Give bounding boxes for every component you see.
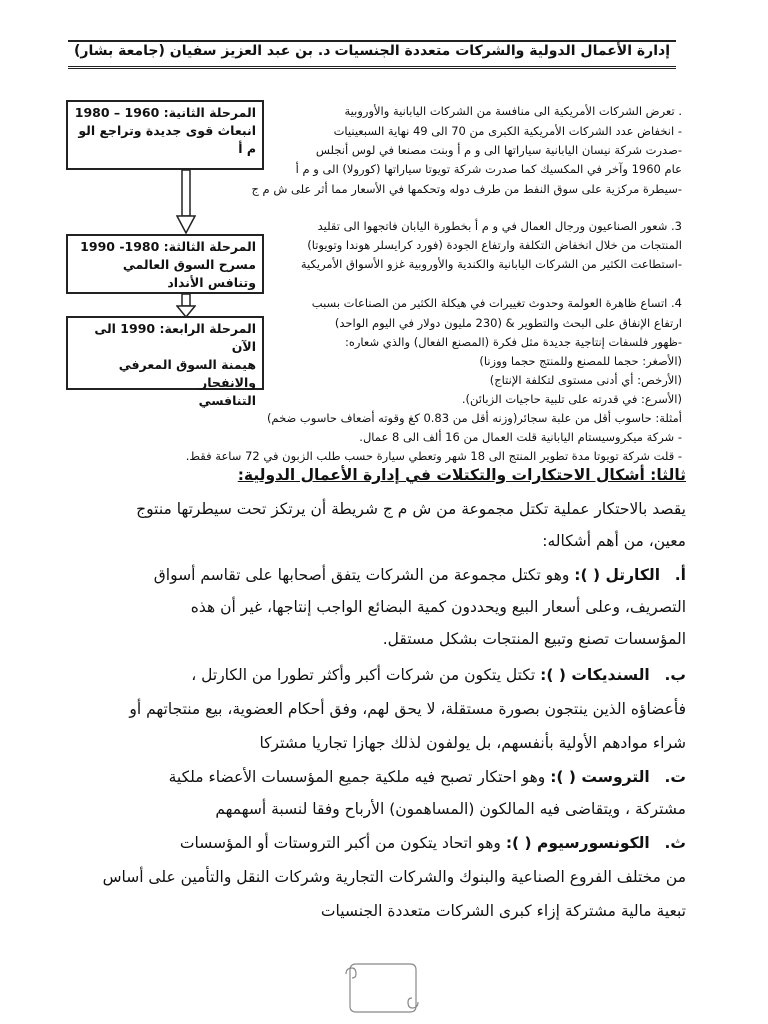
- list-item: [154, 566, 686, 584]
- paragraph-line: التصريف، وعلى أسعار البيع ويحددون كمية البضائع الواجب إنتاجها، غير أن هذه: [190, 598, 686, 616]
- item-name: التروست ( ):: [550, 768, 650, 786]
- item-name: السنديكات ( ):: [540, 666, 650, 684]
- text-line: - انخفاض عدد الشركات الأمريكية الكبرى من 70 الى 49 نهاية السبعينيات: [333, 124, 682, 138]
- paragraph-line: معين، من أهم أشكاله:: [542, 532, 686, 550]
- paragraph-line: يقصد بالاحتكار عملية تكتل مجموعة من ش م ج شريطة أن يرتكز تحت سيطرتها منتوج: [136, 500, 686, 518]
- page-header: [68, 40, 676, 69]
- text-line: -استطاعت الكثير من الشركات اليابانية والكندية والأوروبية غزو الأسواق الأمريكية: [300, 257, 682, 271]
- phase-2-desc: انبعاث قوى جديدة وتراجع الو م أ: [78, 123, 256, 156]
- text-line: - قلت شركة تويوتا مدة تطوير المنتج الى 18 شهر وتعطي سيارة حسب طلب الزبون في 72 ساعة فقط.: [185, 449, 682, 463]
- text-line: أمثلة: حاسوب أقل من علبة سجائر(وزنه أقل من 0.83 كغ وقوته أضعاف حاسوب ضخم): [266, 411, 682, 425]
- item-text: تكتل يتكون من شركات أكبر وأكثر تطورا من الكارتل ،: [191, 666, 536, 684]
- text-line: ارتفاع الإنفاق على البحث والتطوير & (230 مليون دولار في اليوم الواحد): [334, 316, 682, 330]
- item-letter: ت.: [664, 768, 686, 786]
- paragraph-line: من مختلف الفروع الصناعية والبنوك والشركات التجارية وشركات النقل والتأمين على أساس: [102, 868, 686, 886]
- text-line: -صدرت شركة نيسان اليابانية سياراتها الى و م أ وبنت مصنعا في لوس أنجلس: [315, 143, 682, 157]
- section-heading: ثالثا: أشكال الاحتكارات والتكتلات في إدارة الأعمال الدولية:: [237, 466, 686, 484]
- text-line: -سيطرة مركزية على سوق النفط من طرف دوله وتحكمها في الأسعار مما أثر على ش م ج: [251, 182, 682, 196]
- header-author: د. بن عبد العزيز سفيان (جامعة بشار): [74, 43, 331, 59]
- down-arrow-icon: [176, 294, 196, 318]
- text-line: المنتجات من خلال انخفاض التكلفة وارتفاع الجودة (فورد كرايسلر هوندا وتويوتا): [307, 238, 682, 252]
- text-line: عام 1960 وآخر في المكسيك كما صدرت شركة تويوتا سياراتها (كورولا) الى و م أ: [295, 162, 682, 176]
- list-item: [180, 834, 686, 852]
- phase-4-box: [66, 316, 264, 408]
- paragraph-line: المؤسسات تصنع وتبيع المنتجات بشكل مستقل.: [382, 630, 686, 648]
- phase-4-desc: هيمنة السوق المعرفي والانفجار: [118, 357, 256, 390]
- phase-3-title: المرحلة الثالثة: 1980- 1990: [80, 239, 256, 254]
- paragraph-line: تبعية مالية مشتركة إزاء كبرى الشركات متعددة الجنسيات: [320, 902, 686, 920]
- header-title: إدارة الأعمال الدولية والشركات متعددة الجنسيات: [334, 43, 670, 59]
- item-text: وهو تكتل مجموعة من الشركات يتفق أصحابها على تقاسم أسواق: [153, 566, 570, 584]
- phase-4-desc-2: التنافسي: [198, 393, 256, 408]
- item-letter: أ.: [674, 566, 686, 584]
- item-text: وهو اتحاد يتكون من أكبر التروستات أو المؤسسات: [179, 834, 501, 852]
- text-line: . تعرض الشركات الأمريكية الى منافسة من الشركات اليابانية والأوروبية: [344, 104, 682, 118]
- item-name: الكارتل ( ):: [574, 566, 661, 584]
- item-letter: ث.: [664, 834, 686, 852]
- list-item: [191, 666, 686, 684]
- item-letter: ب.: [664, 666, 686, 684]
- phase-2-box: [66, 100, 264, 170]
- text-line: - شركة ميكروسيستام اليابانية قلت العمال من 16 ألف الى 8 عمال.: [359, 430, 682, 444]
- phase-3-box: [66, 234, 264, 294]
- phase-3-desc: مسرح السوق العالمي وتنافس الأنداد: [122, 257, 256, 290]
- scroll-ornament-icon: [340, 960, 424, 1016]
- text-line: 3. شعور الصناعيون ورجال العمال في و م أ بخطورة اليابان فاتجهوا الى تقليد: [317, 219, 682, 233]
- down-arrow-icon: [176, 170, 196, 234]
- text-line: (الأصغر: حجما للمصنع وللمنتج حجما ووزنا): [479, 354, 682, 368]
- paragraph-line: مشتركة ، ويتقاضى فيه المالكون (المساهمون) الأرباح وفقا لنسبة أسهمهم: [215, 800, 686, 818]
- text-line: (الأسرع: في قدرته على تلبية حاجيات الزبائن).: [461, 392, 682, 406]
- paragraph-line: شراء موادهم الأولية بأنفسهم، بل يولفون لذلك جهازا تجاريا مشتركا: [259, 734, 686, 752]
- text-line: (الأرخص: أي أدنى مستوى لتكلفة الإنتاج): [489, 373, 682, 387]
- text-line: 4. اتساع ظاهرة العولمة وحدوث تغييرات في هيكلة الكثير من الصناعات بسبب: [311, 296, 682, 310]
- item-text: وهو احتكار تصبح فيه ملكية جميع المؤسسات الأعضاء ملكية: [168, 768, 546, 786]
- item-name: الكونسورسيوم ( ):: [505, 834, 650, 852]
- phase-2-title: المرحلة الثانية: 1960 – 1980: [74, 105, 256, 120]
- paragraph-line: فأعضاؤه الذين ينتجون بصورة مستقلة، لا يحق لهم، وفق أحكام العضوية، بيع منتجاتهم أو: [129, 700, 686, 718]
- text-line: -ظهور فلسفات إنتاجية جديدة مثل فكرة (المصنع الفعال) والذي شعاره:: [344, 335, 682, 349]
- phase-4-title: المرحلة الرابعة: 1990 الى الآن: [94, 321, 256, 354]
- list-item: [169, 768, 686, 786]
